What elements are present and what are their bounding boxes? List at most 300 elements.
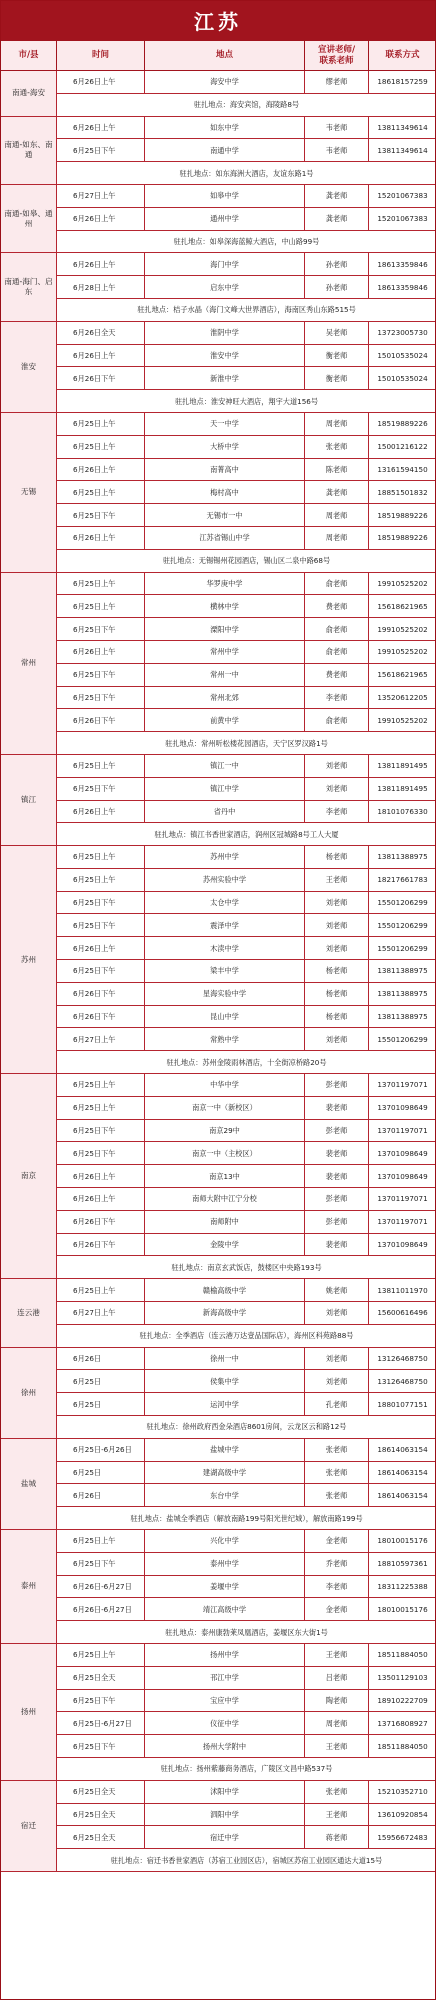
time-cell: 6月26日上午 [57,344,145,367]
teacher-cell: 衡老师 [305,367,369,390]
time-cell: 6月28日上午 [57,276,145,299]
teacher-cell: 刘老师 [305,1302,369,1325]
teacher-cell: 杨老师 [305,982,369,1005]
time-cell: 6月26日下午 [57,1233,145,1256]
phone-cell: 13811011970 [369,1279,436,1302]
table-row [1,1370,436,1393]
phone-cell: 18519889226 [369,526,436,549]
location-cell: 前黄中学 [145,709,305,732]
teacher-cell: 杨老师 [305,1005,369,1028]
phone-cell: 18217661783 [369,868,436,891]
time-cell: 6月25日上午 [57,595,145,618]
table-row [1,1005,436,1028]
time-cell: 6月25日下午 [57,1735,145,1758]
location-cell: 盐城中学 [145,1438,305,1461]
time-cell: 6月25日上午 [57,1096,145,1119]
teacher-cell: 韦老师 [305,139,369,162]
location-cell: 南通中学 [145,139,305,162]
location-cell: 沭阳中学 [145,1780,305,1803]
location-cell: 南菁高中 [145,458,305,481]
phone-cell: 13811388975 [369,846,436,869]
teacher-cell: 姚老师 [305,1279,369,1302]
phone-cell: 18618157259 [369,71,436,94]
location-cell: 常州北郊 [145,686,305,709]
teacher-cell: 孙老师 [305,276,369,299]
table-row [1,207,436,230]
city-cell: 扬州 [1,1643,57,1780]
stay-row [1,1757,436,1780]
phone-cell: 13811349614 [369,139,436,162]
teacher-cell: 蒋老师 [305,1826,369,1849]
table-row [1,868,436,891]
phone-cell: 15201067383 [369,184,436,207]
teacher-cell: 彭老师 [305,1210,369,1233]
teacher-cell: 杨老师 [305,960,369,983]
location-cell: 泰州中学 [145,1552,305,1575]
phone-cell: 18801077151 [369,1393,436,1416]
location-cell: 新淮中学 [145,367,305,390]
teacher-cell: 周老师 [305,504,369,527]
table-row [1,1233,436,1256]
phone-cell: 13161594150 [369,458,436,481]
city-cell: 淮安 [1,321,57,412]
phone-cell: 13716808927 [369,1712,436,1735]
header-time: 时间 [57,41,145,71]
phone-cell: 13723005730 [369,321,436,344]
phone-cell: 18613359846 [369,253,436,276]
teacher-cell: 刘老师 [305,914,369,937]
phone-cell: 18810597361 [369,1552,436,1575]
phone-cell: 15501206299 [369,1028,436,1051]
stay-location-cell: 驻扎地点：南京玄武饭店，鼓楼区中央路193号 [57,1256,436,1279]
time-cell: 6月26日上午 [57,71,145,94]
table-row [1,1347,436,1370]
location-cell: 溧阳中学 [145,618,305,641]
teacher-cell: 裴老师 [305,1142,369,1165]
teacher-cell: 李老师 [305,686,369,709]
phone-cell: 13811388975 [369,960,436,983]
table-row [1,504,436,527]
location-cell: 南京一中（主校区） [145,1142,305,1165]
city-cell: 宿迁 [1,1780,57,1871]
table-row [1,982,436,1005]
time-cell: 6月27日上午 [57,1028,145,1051]
table-row [1,572,436,595]
phone-cell: 18311225388 [369,1575,436,1598]
phone-cell: 13701197071 [369,1188,436,1211]
table-row [1,1552,436,1575]
teacher-cell: 周老师 [305,1712,369,1735]
teacher-cell: 王老师 [305,1643,369,1666]
table-row [1,914,436,937]
location-cell: 东台中学 [145,1484,305,1507]
location-cell: 如东中学 [145,116,305,139]
phone-cell: 19910525202 [369,572,436,595]
stay-row [1,390,436,413]
phone-cell: 13126468750 [369,1370,436,1393]
teacher-cell: 孔老师 [305,1393,369,1416]
phone-cell: 13701098649 [369,1165,436,1188]
teacher-cell: 王老师 [305,868,369,891]
teacher-cell: 金老师 [305,1598,369,1621]
location-cell: 通州中学 [145,207,305,230]
location-cell: 无锡市一中 [145,504,305,527]
stay-location-cell: 驻扎地点：盐城全季酒店（解放南路199号阳光世纪城），解放南路199号 [57,1507,436,1530]
city-cell: 南通-海安 [1,71,57,117]
teacher-cell: 张老师 [305,1484,369,1507]
phone-cell: 18614063154 [369,1484,436,1507]
time-cell: 6月25日上午 [57,754,145,777]
teacher-cell: 龚老师 [305,481,369,504]
phone-cell: 15210352710 [369,1780,436,1803]
time-cell: 6月25日下午 [57,1119,145,1142]
table-row [1,139,436,162]
stay-row [1,1507,436,1530]
table-row [1,412,436,435]
stay-location-cell: 驻扎地点：镇江书香世家酒店，润州区冠城路8号工人大厦 [57,823,436,846]
stay-location-cell: 驻扎地点：海安宾馆，海陵路8号 [57,93,436,116]
location-cell: 海门中学 [145,253,305,276]
location-cell: 新海高级中学 [145,1302,305,1325]
phone-cell: 13520612205 [369,686,436,709]
teacher-cell: 张老师 [305,1438,369,1461]
table-row [1,1461,436,1484]
table-row [1,321,436,344]
location-cell: 天一中学 [145,412,305,435]
table-row [1,344,436,367]
phone-cell: 13811388975 [369,982,436,1005]
time-cell: 6月26日上午 [57,1188,145,1211]
teacher-cell: 李老师 [305,800,369,823]
location-cell: 星海实验中学 [145,982,305,1005]
phone-cell: 15001216122 [369,435,436,458]
phone-cell: 19910525202 [369,618,436,641]
phone-cell: 13811388975 [369,1005,436,1028]
teacher-cell: 刘老师 [305,777,369,800]
table-row [1,1598,436,1621]
time-cell: 6月25日下午 [57,504,145,527]
table-row [1,1826,436,1849]
phone-cell: 18614063154 [369,1461,436,1484]
phone-cell: 13701098649 [369,1233,436,1256]
location-cell: 仪征中学 [145,1712,305,1735]
phone-cell: 18010015176 [369,1598,436,1621]
location-cell: 启东中学 [145,276,305,299]
stay-row [1,549,436,572]
city-cell: 常州 [1,572,57,754]
time-cell: 6月25日 [57,1393,145,1416]
phone-cell: 15201067383 [369,207,436,230]
city-cell: 徐州 [1,1347,57,1438]
header-location: 地点 [145,41,305,71]
phone-cell: 15618621965 [369,595,436,618]
stay-row [1,823,436,846]
teacher-cell: 彭老师 [305,1074,369,1097]
stay-row [1,1416,436,1439]
location-cell: 昆山中学 [145,1005,305,1028]
teacher-cell: 吴老师 [305,321,369,344]
time-cell: 6月25日下午 [57,1689,145,1712]
location-cell: 苏州中学 [145,846,305,869]
table-row [1,937,436,960]
phone-cell: 15501206299 [369,891,436,914]
table-row [1,846,436,869]
phone-cell: 13701197071 [369,1074,436,1097]
phone-cell: 15501206299 [369,914,436,937]
city-cell: 镇江 [1,754,57,845]
time-cell: 6月25日下午 [57,618,145,641]
location-cell: 华罗庚中学 [145,572,305,595]
table-row [1,435,436,458]
table-row [1,754,436,777]
location-cell: 横林中学 [145,595,305,618]
time-cell: 6月25日上午 [57,1074,145,1097]
time-cell: 6月25日-6月26日 [57,1438,145,1461]
time-cell: 6月25日下午 [57,1142,145,1165]
phone-cell: 13701098649 [369,1142,436,1165]
time-cell: 6月25日下午 [57,139,145,162]
table-row [1,1780,436,1803]
header-city: 市/县 [1,41,57,71]
teacher-cell: 裴老师 [305,1165,369,1188]
city-cell: 南通-海门、启东 [1,253,57,321]
teacher-cell: 周老师 [305,526,369,549]
table-row [1,777,436,800]
table-row [1,891,436,914]
stay-location-cell: 驻扎地点：无锡锡州花园酒店，锡山区二泉中路68号 [57,549,436,572]
table-row [1,1119,436,1142]
stay-row [1,1849,436,1872]
teacher-cell: 龚老师 [305,207,369,230]
stay-row [1,732,436,755]
time-cell: 6月25日上午 [57,868,145,891]
teacher-cell: 裴老师 [305,1233,369,1256]
province-title: 江苏 [0,0,436,40]
time-cell: 6月25日全天 [57,1803,145,1826]
phone-cell: 18613359846 [369,276,436,299]
table-row [1,1438,436,1461]
location-cell: 淮阴中学 [145,321,305,344]
location-cell: 南师大附中江宁分校 [145,1188,305,1211]
phone-cell: 13701197071 [369,1119,436,1142]
teacher-cell: 陈老师 [305,458,369,481]
table-row [1,1484,436,1507]
time-cell: 6月25日下午 [57,1552,145,1575]
time-cell: 6月27日上午 [57,1302,145,1325]
location-cell: 梅村高中 [145,481,305,504]
stay-location-cell: 驻扎地点：桔子水晶（海门文峰大世界酒店），海南区秀山东路515号 [57,298,436,321]
time-cell: 6月26日全天 [57,321,145,344]
location-cell: 建湖高级中学 [145,1461,305,1484]
location-cell: 常熟中学 [145,1028,305,1051]
stay-location-cell: 驻扎地点：宿迁书香世家酒店（苏宿工业园区店），宿城区苏宿工业园区通达大道15号 [57,1849,436,1872]
time-cell: 6月25日-6月27日 [57,1712,145,1735]
time-cell: 6月26日上午 [57,207,145,230]
location-cell: 太仓中学 [145,891,305,914]
phone-cell: 18101076330 [369,800,436,823]
phone-cell: 18511884050 [369,1643,436,1666]
time-cell: 6月25日上午 [57,572,145,595]
table-row [1,1575,436,1598]
time-cell: 6月25日下午 [57,914,145,937]
time-cell: 6月25日 [57,1370,145,1393]
table-row [1,1666,436,1689]
location-cell: 扬州中学 [145,1643,305,1666]
location-cell: 镇江中学 [145,777,305,800]
teacher-cell: 刘老师 [305,891,369,914]
time-cell: 6月26日上午 [57,116,145,139]
teacher-cell: 王老师 [305,1735,369,1758]
table-row [1,1689,436,1712]
teacher-cell: 孙老师 [305,253,369,276]
stay-row [1,1256,436,1279]
teacher-cell: 俞老师 [305,572,369,595]
phone-cell: 13126468750 [369,1347,436,1370]
stay-location-cell: 驻扎地点：如皋深海蓝鲸大酒店，中山路99号 [57,230,436,253]
teacher-cell: 衡老师 [305,344,369,367]
time-cell: 6月26日上午 [57,458,145,481]
table-row [1,663,436,686]
location-cell: 中华中学 [145,1074,305,1097]
table-row [1,618,436,641]
location-cell: 宿迁中学 [145,1826,305,1849]
teacher-cell: 张老师 [305,1780,369,1803]
teacher-cell: 刘老师 [305,1028,369,1051]
table-row [1,71,436,94]
phone-cell: 15501206299 [369,937,436,960]
stay-row [1,162,436,185]
stay-row [1,1324,436,1347]
table-row [1,1142,436,1165]
time-cell: 6月25日上午 [57,435,145,458]
time-cell: 6月26日下午 [57,1005,145,1028]
time-cell: 6月25日下午 [57,960,145,983]
stay-location-cell: 驻扎地点：常州听松楼花园酒店，天宁区罗汉路1号 [57,732,436,755]
location-cell: 苏州实验中学 [145,868,305,891]
table-row [1,1735,436,1758]
location-cell: 邗江中学 [145,1666,305,1689]
stay-row [1,1621,436,1644]
location-cell: 镇江一中 [145,754,305,777]
stay-location-cell: 驻扎地点：如东海洲大酒店，友谊东路1号 [57,162,436,185]
teacher-cell: 王老师 [305,1803,369,1826]
header-phone: 联系方式 [369,41,436,71]
table-row [1,640,436,663]
teacher-cell: 俞老师 [305,709,369,732]
table-row [1,1393,436,1416]
location-cell: 宝应中学 [145,1689,305,1712]
location-cell: 姜堰中学 [145,1575,305,1598]
teacher-cell: 陶老师 [305,1689,369,1712]
location-cell: 扬州大学附中 [145,1735,305,1758]
stay-location-cell: 驻扎地点：全季酒店（连云港万达壹品国际店），海州区科苑路88号 [57,1324,436,1347]
phone-cell: 13701197071 [369,1210,436,1233]
phone-cell: 18010015176 [369,1530,436,1553]
time-cell: 6月25日全天 [57,1780,145,1803]
time-cell: 6月25日上午 [57,1279,145,1302]
teacher-cell: 吕老师 [305,1666,369,1689]
teacher-cell: 缪老师 [305,71,369,94]
teacher-cell: 韦老师 [305,116,369,139]
location-cell: 泗阳中学 [145,1803,305,1826]
location-cell: 海安中学 [145,71,305,94]
location-cell: 赣榆高级中学 [145,1279,305,1302]
teacher-cell: 彭老师 [305,1188,369,1211]
time-cell: 6月26日-6月27日 [57,1598,145,1621]
location-cell: 常州中学 [145,640,305,663]
location-cell: 南京一中（新校区） [145,1096,305,1119]
time-cell: 6月26日下午 [57,367,145,390]
time-cell: 6月27日上午 [57,184,145,207]
city-cell: 盐城 [1,1438,57,1529]
time-cell: 6月25日上午 [57,481,145,504]
location-cell: 金陵中学 [145,1233,305,1256]
teacher-cell: 周老师 [305,412,369,435]
city-cell: 泰州 [1,1530,57,1644]
time-cell: 6月26日上午 [57,800,145,823]
phone-cell: 18511884050 [369,1735,436,1758]
table-row [1,1643,436,1666]
phone-cell: 15010535024 [369,367,436,390]
table-row [1,481,436,504]
phone-cell: 13811349614 [369,116,436,139]
stay-location-cell: 驻扎地点：泰州康勃莱凤凰酒店，姜堰区东大街1号 [57,1621,436,1644]
time-cell: 6月26日上午 [57,640,145,663]
table-row [1,595,436,618]
time-cell: 6月25日全天 [57,1666,145,1689]
teacher-cell: 龚老师 [305,184,369,207]
teacher-cell: 张老师 [305,435,369,458]
location-cell: 江苏省锡山中学 [145,526,305,549]
location-cell: 南京29中 [145,1119,305,1142]
city-cell: 连云港 [1,1279,57,1347]
phone-cell: 13701098649 [369,1096,436,1119]
city-cell: 南通-如皋、通州 [1,184,57,252]
time-cell: 6月26日上午 [57,526,145,549]
header-teacher: 宣讲老师/ 联系老师 [305,41,369,71]
table-row [1,1165,436,1188]
table-header-row [1,41,436,71]
teacher-cell: 费老师 [305,663,369,686]
teacher-cell: 乔老师 [305,1552,369,1575]
time-cell: 6月26日下午 [57,709,145,732]
time-cell: 6月25日上午 [57,846,145,869]
schedule-table [0,40,436,1872]
teacher-cell: 刘老师 [305,1347,369,1370]
location-cell: 南师附中 [145,1210,305,1233]
time-cell: 6月26日 [57,1484,145,1507]
teacher-cell: 俞老师 [305,618,369,641]
phone-cell: 18910222709 [369,1689,436,1712]
table-row [1,1096,436,1119]
phone-cell: 19910525202 [369,709,436,732]
teacher-cell: 裴老师 [305,1096,369,1119]
phone-cell: 13610920854 [369,1803,436,1826]
time-cell: 6月25日上午 [57,1530,145,1553]
phone-cell: 18519889226 [369,412,436,435]
time-cell: 6月25日下午 [57,663,145,686]
time-cell: 6月25日上午 [57,412,145,435]
table-row [1,184,436,207]
stay-row [1,93,436,116]
stay-location-cell: 驻扎地点：徐州政府西金朵酒店8601房间，云龙区云和路12号 [57,1416,436,1439]
location-cell: 省丹中 [145,800,305,823]
table-row [1,458,436,481]
table-row [1,1803,436,1826]
time-cell: 6月26日 [57,1347,145,1370]
location-cell: 南京13中 [145,1165,305,1188]
phone-cell: 19910525202 [369,640,436,663]
